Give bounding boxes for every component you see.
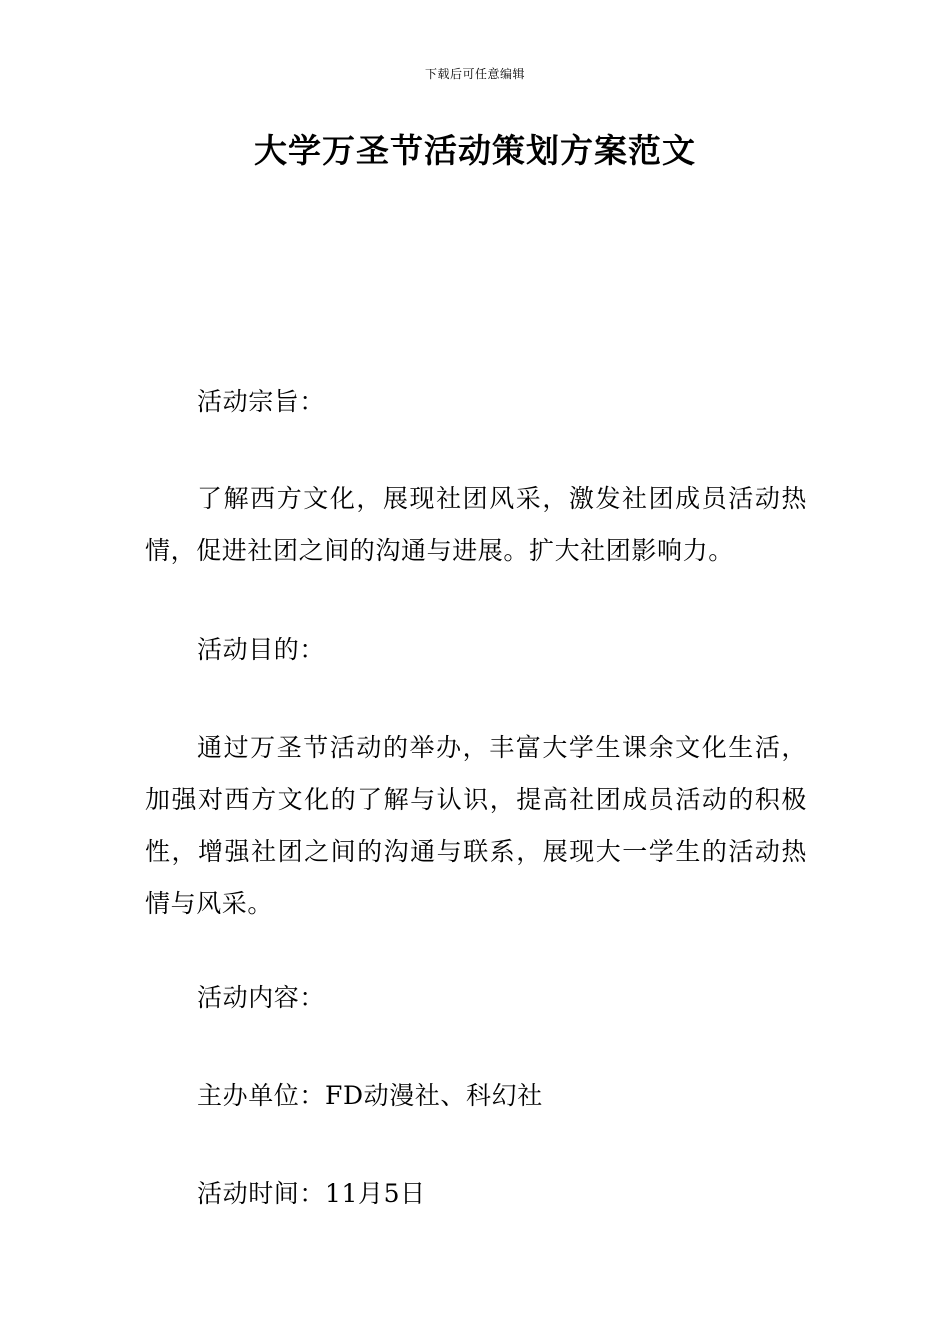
section-label-purpose: 活动宗旨：: [197, 387, 326, 416]
section-label-content: 活动内容：: [197, 983, 326, 1012]
paragraph-time: 活动时间：11月5日: [197, 1179, 426, 1208]
paragraph-purpose: 了解西方文化，展现社团风采，激发社团成员活动热情，促进社团之间的沟通与进展。扩大社团影响力。: [145, 484, 807, 565]
header-note: 下载后可任意编辑: [424, 67, 525, 81]
document-title: 大学万圣节活动策划方案范文: [254, 131, 696, 170]
paragraph-goal: 通过万圣节活动的举办，丰富大学生课余文化生活，加强对西方文化的了解与认识，提高社团成员活动的积极性，增强社团之间的沟通与联系，展现大一学生的活动热情与风采。: [145, 733, 807, 918]
section-label-goal: 活动目的：: [197, 635, 326, 664]
paragraph-organizer: 主办单位：FD动漫社、科幻社: [197, 1081, 543, 1110]
